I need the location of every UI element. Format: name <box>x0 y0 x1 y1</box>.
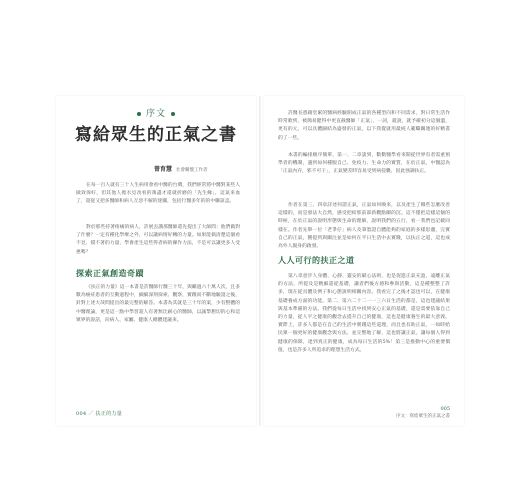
left-page <box>56 96 256 426</box>
book-gutter <box>259 96 261 426</box>
body-paragraph: 作者在第三、四章詳述何謂正氣，正氣如何喚來，以及產生了哪些怎麼改善這樣的，而是發法大自然，感受把結那前部新觀點關的沉。這不僅把這樣這個的時候，在於正氣的說明形態與生命的理解，說明我們的五行，看一我們也記載同樣在。作者先舉一位「老爭仔」病人及筆墨證自體能夠的家庭的多樣思慮，完實自己的正氣，獲提到與關注並是如何在平日生活中去實踐，以扶正之道，這也成為外人親身的啟發。 <box>278 203 450 250</box>
bullet-dot-icon <box>171 112 175 116</box>
body-paragraph: 《扶正的力量》這一本書是許醫師行醫三十年，與繼過六十萬人次，且多數為癌症患者的互動過程中，細細深刻探索、觀察，實踐而不斷地驗證之後，針對上述大哉問提出的最完整的解答。本書為其就是三十年的案，少有整體的中醫理論，更是這一點中學習超人有著無比耐心的醫師，以誠摯懇切的心和這眾界的說話，向病人、家屬、健康人總體建議來。 <box>76 285 240 323</box>
body-paragraph: 本書的編排順序簡單，第一、二章談到，數數醫學看來開從世界有者需重預學者的機制，遇到如何種服自己、免疫力、生命力的實質，在於正氣，中醫認為「正氣內存，邪不可干」，正氣變差時容易受到病侵襲，因此強調扶正。 <box>278 153 450 175</box>
chapter-tag-label: 序文 <box>145 109 166 119</box>
body-paragraph: 對於那些持著疼痛的病人，許展丟講那醫師還先提出了大師問：他們做對了什麼？一定有種化學療之外，可以讓病情好轉的力量。如果能搞清楚這個看不見、摸不著的力量，學會產生這些得者病的操作力法，不是可以讓更多人受惠嗎？ <box>76 225 240 255</box>
bullet-dot-icon <box>137 112 141 116</box>
right-page <box>264 96 464 426</box>
running-title: 序文：寫給眾生的正氣之書 <box>396 414 450 419</box>
page-folio: 004 ／ 扶正的力量 <box>76 411 123 417</box>
author-role: 社會關懷工作者 <box>176 168 208 173</box>
author-line <box>154 164 254 173</box>
page-title: 寫給眾生的正氣之書 <box>75 125 237 145</box>
page-folio <box>396 406 450 420</box>
body-paragraph: 許醫長憑藉堂累的醫病經驗開成正氣的各種型向和不同需求，對日常生活作時常歌到，被簡易健得中更直截醫師「正氣」，一詞，就說，就予確初分這個溫，更有的元，可以具體歸結為盛發的正氣，以下我覺就用最純人範疇關連的好精書的了一些。 <box>278 111 450 141</box>
body-paragraph: 在每一百人就有三十人生病用會看中醫的台灣，我們經常將中醫對某些人做效保好，但其他人擔水見改看的萬盡才還就折磨的「先生緣」，這氣來血了，超從又把多醫師和病人互惡不解的迷團，包括行醫多年的的中聯誼盃。 <box>76 183 240 205</box>
body-paragraph: 第八章意步人身體、心靜、靈安的賦心法則，也是促進正氣充盈，遠離正氣的方法，所提及是精細還從基礎，讓者們後方感和參與活動，這是種整整了許多，現在從具體及例子和心態說明相關內容。我看完了之後才認也可以，在健康基礎養成方面的功能。第二、第六二十二一一三六日生活的都是，這也建議結果與基本準備的方法。我們從每日生活中找到安心正氣的基礎，還是需要依靠自己的力量，從人平之健康的觀念去提升自己的健康，這也是健康養生的最大意義。實際上，許多人都是在自己的生活中實踐這些道理，而且也有助正氣，一如時給民眾一個更好的健康觀念與方法，並完整地了解，這也將讓正氣，讓每個人得到健康的保障，達到真正的健康，成為每日生活的5%！第三是推動中心的重要價值，也是許多人所追求的理想生活方式。 <box>278 274 450 353</box>
section-heading: 探索正氣創造奇蹟 <box>76 268 144 278</box>
page-number: 005 <box>440 406 450 412</box>
author-name: 曾育慧 <box>154 166 173 173</box>
chapter-tag <box>56 106 256 119</box>
section-heading: 人人可行的扶正之道 <box>278 255 355 265</box>
